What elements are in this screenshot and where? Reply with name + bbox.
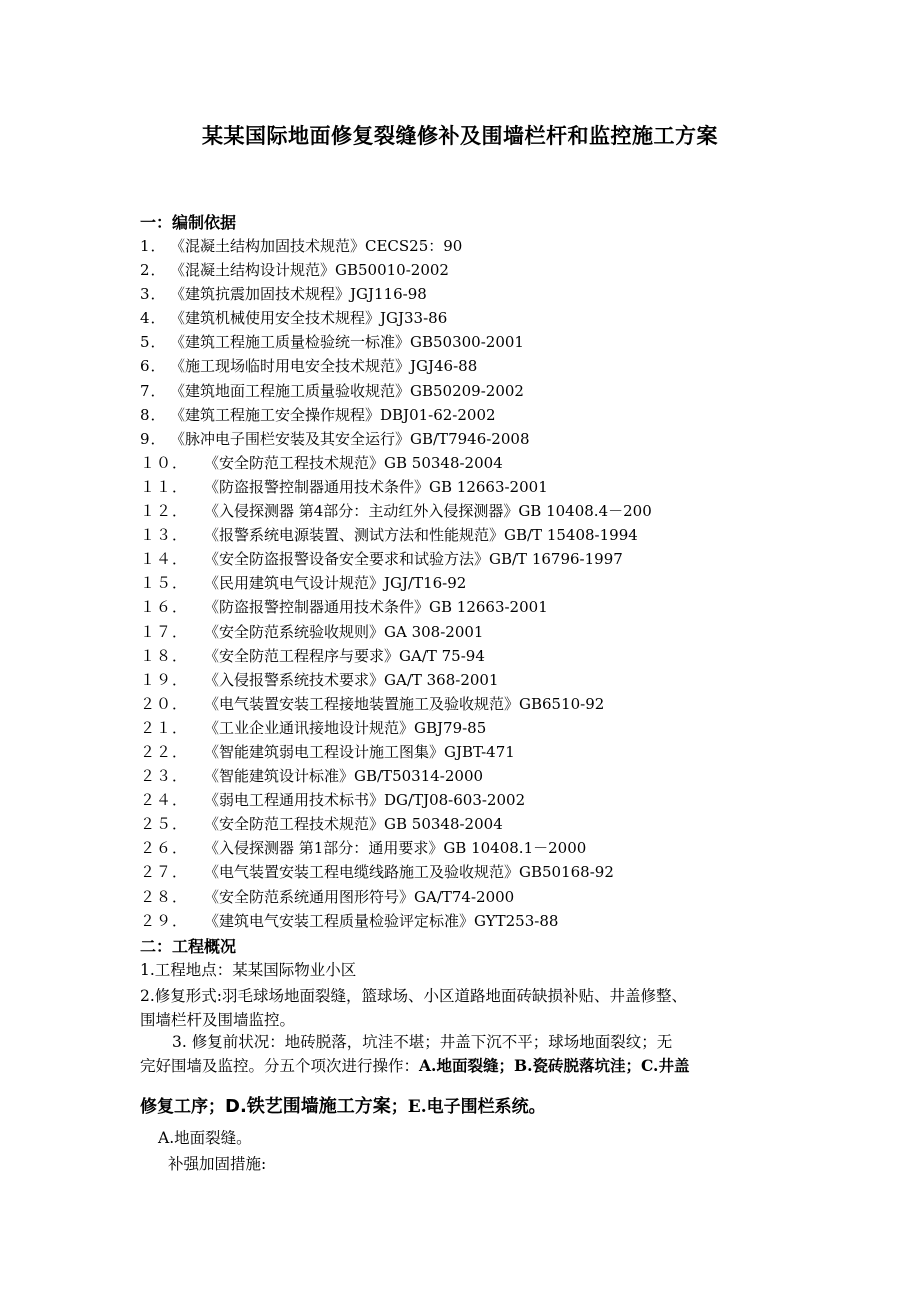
reference-item xyxy=(140,234,820,258)
reference-text: 《弱电工程通用技术标书》DG/TJ08-603-2002 xyxy=(204,791,526,810)
status-text: 完好围墙及监控。分五个项次进行操作： xyxy=(140,1057,420,1075)
reference-text: 《安全防范工程技术规范》GB 50348-2004 xyxy=(204,453,503,472)
reference-item xyxy=(140,836,820,860)
reference-number: １８． xyxy=(140,646,189,665)
reference-number: 4． xyxy=(140,309,167,328)
reference-number: ２５． xyxy=(140,815,189,834)
section-heading-basis: 一：编制依据 xyxy=(140,213,237,232)
separator: ； xyxy=(208,1097,225,1117)
subsection-a-measure: 补强加固措施: xyxy=(168,1155,267,1173)
reference-number: ２９． xyxy=(140,911,189,930)
reference-item xyxy=(140,571,820,595)
reference-item xyxy=(140,692,820,716)
reference-item xyxy=(140,668,820,692)
reference-number: 8． xyxy=(140,405,167,424)
repair-form-line-1: 2.修复形式:羽毛球场地面裂缝，篮球场、小区道路地面砖缺损补贴、井盖修整、 xyxy=(140,987,688,1005)
reference-text: 《电气装置安装工程接地装置施工及验收规范》GB6510-92 xyxy=(204,694,605,713)
reference-item xyxy=(140,306,820,330)
reference-number: １３． xyxy=(140,526,189,545)
reference-item xyxy=(140,885,820,909)
reference-number: 2． xyxy=(140,261,167,280)
reference-item xyxy=(140,427,820,451)
section-heading-overview: 二：工程概况 xyxy=(140,937,237,956)
reference-item xyxy=(140,595,820,619)
reference-item xyxy=(140,644,820,668)
reference-number: １５． xyxy=(140,574,189,593)
reference-text: 《报警系统电源装置、测试方法和性能规范》GB/T 15408-1994 xyxy=(204,526,638,545)
separator: ； xyxy=(498,1056,514,1075)
reference-item xyxy=(140,451,820,475)
reference-text: 《脉冲电子围栏安装及其安全运行》GB/T7946-2008 xyxy=(170,429,530,448)
reference-number: ２３． xyxy=(140,767,189,786)
reference-text: 《安全防范工程技术规范》GB 50348-2004 xyxy=(204,815,503,834)
reference-text: 《安全防盗报警设备安全要求和试验方法》GB/T 16796-1997 xyxy=(204,550,623,569)
reference-item xyxy=(140,258,820,282)
reference-text: 《施工现场临时用电安全技术规范》JGJ46-88 xyxy=(170,357,478,376)
reference-item xyxy=(140,812,820,836)
reference-text: 《安全防范工程程序与要求》GA/T 75-94 xyxy=(204,646,485,665)
reference-item xyxy=(140,764,820,788)
reference-number: １６． xyxy=(140,598,189,617)
reference-number: ２４． xyxy=(140,791,189,810)
reference-text: 《入侵报警系统技术要求》GA/T 368-2001 xyxy=(204,670,499,689)
reference-item xyxy=(140,909,820,933)
reference-number: １９． xyxy=(140,670,189,689)
reference-text: 《工业企业通讯接地设计规范》GBJ79-85 xyxy=(204,718,487,737)
reference-item xyxy=(140,547,820,571)
reference-item xyxy=(140,716,820,740)
reference-item xyxy=(140,330,820,354)
reference-text: 《民用建筑电气设计规范》JGJ/T16-92 xyxy=(204,574,467,593)
pre-repair-status-line-1: 3. 修复前状况：地砖脱落，坑洼不堪；井盖下沉不平；球场地面裂纹；无 xyxy=(172,1033,673,1051)
reference-item xyxy=(140,740,820,764)
subsection-a-heading: A.地面裂缝。 xyxy=(158,1129,252,1147)
reference-text: 《智能建筑弱电工程设计施工图集》GJBT-471 xyxy=(204,742,515,761)
reference-number: ２８． xyxy=(140,887,189,906)
reference-number: 9． xyxy=(140,429,167,448)
project-location: 1.工程地点：某某国际物业小区 xyxy=(140,961,357,979)
reference-item xyxy=(140,354,820,378)
reference-item xyxy=(140,499,820,523)
reference-item xyxy=(140,379,820,403)
reference-item xyxy=(140,475,820,499)
reference-item xyxy=(140,788,820,812)
pre-repair-status-line-2 xyxy=(140,1054,790,1076)
reference-number: １７． xyxy=(140,622,189,641)
reference-number: 7． xyxy=(140,381,167,400)
reference-number: １０． xyxy=(140,453,189,472)
reference-text: 《入侵探测器 第4部分：主动红外入侵探测器》GB 10408.4－200 xyxy=(204,502,652,521)
repair-form-line-2: 围墙栏杆及围墙监控。 xyxy=(140,1011,296,1029)
reference-text: 《防盗报警控制器通用技术条件》GB 12663-2001 xyxy=(204,598,548,617)
reference-number: ２６． xyxy=(140,839,189,858)
reference-item xyxy=(140,523,820,547)
reference-number: １４． xyxy=(140,550,189,569)
reference-item xyxy=(140,282,820,306)
reference-item xyxy=(140,403,820,427)
reference-item xyxy=(140,860,820,884)
item-d: D.铁艺围墙施工方案 xyxy=(225,1096,391,1117)
item-b: B.瓷砖脱落坑洼 xyxy=(513,1056,626,1075)
reference-number: 3． xyxy=(140,285,167,304)
reference-number: ２７． xyxy=(140,863,189,882)
reference-text: 《智能建筑设计标准》GB/T50314-2000 xyxy=(204,767,484,786)
reference-text: 《安全防范系统通用图形符号》GA/T74-2000 xyxy=(204,887,515,906)
reference-text: 《建筑电气安装工程质量检验评定标准》GYT253-88 xyxy=(204,911,559,930)
reference-text: 《防盗报警控制器通用技术条件》GB 12663-2001 xyxy=(204,477,548,496)
separator: ； xyxy=(390,1097,408,1117)
reference-number: 5． xyxy=(140,333,167,352)
reference-number: ２２． xyxy=(140,742,189,761)
reference-text: 《建筑地面工程施工质量验收规范》GB50209-2002 xyxy=(170,381,524,400)
reference-text: 《建筑工程施工质量检验统一标准》GB50300-2001 xyxy=(170,333,524,352)
item-a: A.地面裂缝 xyxy=(419,1056,499,1075)
reference-text: 《建筑抗震加固技术规程》JGJ116-98 xyxy=(170,285,427,304)
reference-number: 1． xyxy=(140,237,167,255)
item-c: C.井盖 xyxy=(640,1056,690,1075)
item-e: E.电子围栏系统。 xyxy=(407,1097,546,1117)
reference-list xyxy=(140,234,820,933)
reference-text: 《电气装置安装工程电缆线路施工及验收规范》GB50168-92 xyxy=(204,863,614,882)
reference-text: 《入侵探测器 第1部分：通用要求》GB 10408.1－2000 xyxy=(204,839,587,858)
reference-number: １１． xyxy=(140,477,189,496)
reference-number: ２０． xyxy=(140,694,189,713)
pre-repair-status-line-3 xyxy=(140,1092,790,1118)
item-c-continued: 修复工序 xyxy=(140,1097,208,1117)
reference-text: 《建筑机械使用安全技术规程》JGJ33-86 xyxy=(170,309,448,328)
reference-text: 《安全防范系统验收规则》GA 308-2001 xyxy=(204,622,484,641)
reference-number: ２１． xyxy=(140,718,189,737)
reference-number: １２． xyxy=(140,502,189,521)
reference-number: 6． xyxy=(140,357,167,376)
reference-text: 《建筑工程施工安全操作规程》DBJ01-62-2002 xyxy=(170,405,496,424)
reference-item xyxy=(140,620,820,644)
reference-text: 《混凝土结构设计规范》GB50010-2002 xyxy=(170,261,449,280)
separator: ； xyxy=(625,1056,641,1075)
document-title: 某某国际地面修复裂缝修补及围墙栏杆和监控施工方案 xyxy=(202,124,718,148)
reference-text: 《混凝土结构加固技术规范》CECS25：90 xyxy=(170,237,463,255)
